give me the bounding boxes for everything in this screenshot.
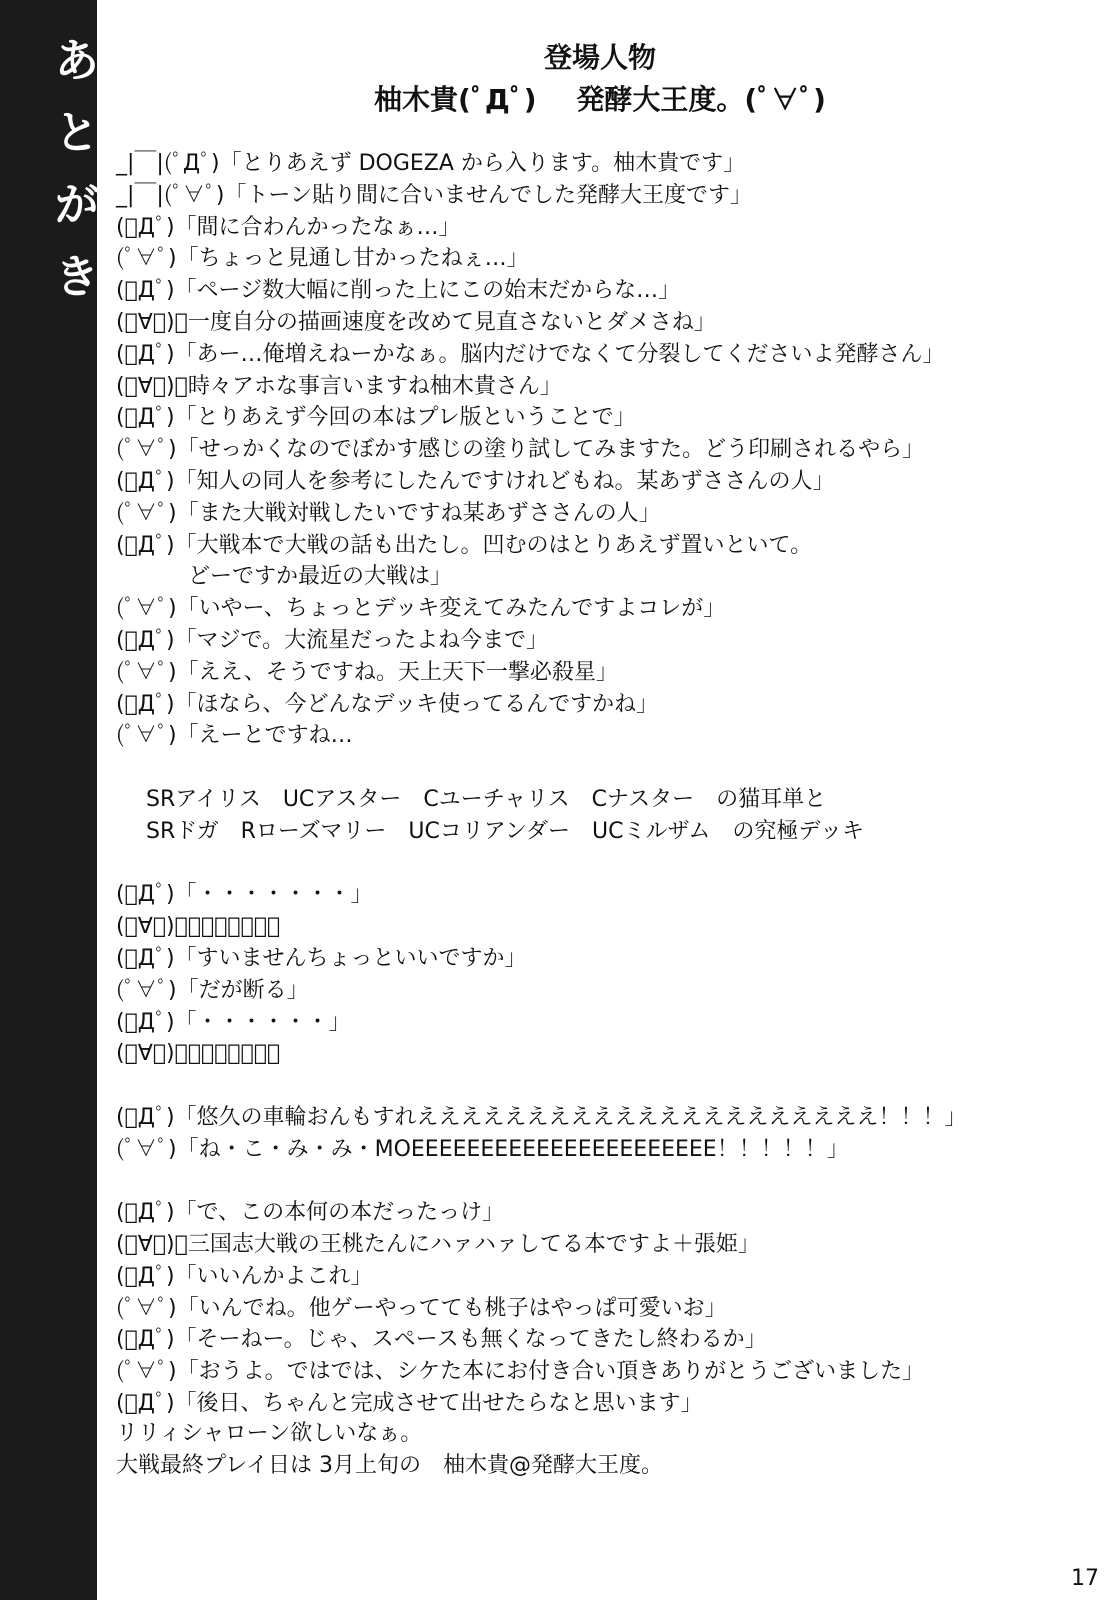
dialogue-body xyxy=(116,148,1076,1420)
cast-list xyxy=(140,80,1060,120)
dialogue-line: (ﾟ∀ﾟ)「いんでね。他ゲーやってても桃子はやっぱ可愛いお」 xyxy=(116,1295,727,1321)
page-number: 17 xyxy=(1071,1566,1099,1591)
dialogue-line: (ﾟ∀ﾟ)「えーとですね… xyxy=(116,723,353,749)
closing-line: 大戦最終プレイ日は 3月上旬の 柚木貴@発酵大王度。 xyxy=(116,1452,664,1478)
closing-notes xyxy=(116,1418,1076,1482)
header xyxy=(140,40,1060,120)
dialogue-line: (ﾟДﾟ)「で、この本何の本だったっけ」 xyxy=(116,1200,505,1226)
dialogue-line: (ﾟ∀ﾟ)「ね・こ・み・み・MOEEEEEEEEEEEEEEEEEEEEEE！！！！！」 xyxy=(116,1136,849,1162)
cast-member: 発酵大王度。(ﾟ∀ﾟ) xyxy=(576,83,826,116)
dialogue-line: (ﾟДﾟ)「悠久の車輪おんもすれえええええええええええええええええええええ！！！」 xyxy=(116,1104,967,1130)
dialogue-block xyxy=(116,879,1076,1070)
dialogue-line: (ﾟДﾟ)「ほなら、今どんなデッキ使ってるんですかね」 xyxy=(116,691,659,717)
dialogue-line: (ﾟ∀ﾟ)「・・・・・・」 xyxy=(116,1041,281,1067)
dialogue-block xyxy=(116,148,1076,752)
dialogue-line: (ﾟДﾟ)「そーねー。じゃ、スペースも無くなってきたし終わるか」 xyxy=(116,1327,767,1353)
sidebar xyxy=(0,0,101,1600)
dialogue-line: (ﾟДﾟ)「ページ数大幅に削った上にこの始末だからな…」 xyxy=(116,278,681,304)
block-spacer xyxy=(116,752,1076,784)
dialogue-line: (ﾟ∀ﾟ)「せっかくなのでぼかす感じの塗り試してみますた。どう印刷されるやら」 xyxy=(116,437,925,463)
dialogue-line: (ﾟ∀ﾟ)「おうよ。ではでは、シケた本にお付き合い頂きありがとうございました」 xyxy=(116,1359,925,1385)
closing-line: リリィシャローン欲しいなぁ。 xyxy=(116,1421,423,1446)
dialogue-line: (ﾟ∀ﾟ)「一度自分の描画速度を改めて見直さないとダメさね」 xyxy=(116,309,716,335)
dialogue-line: (ﾟДﾟ)「マジで。大流星だったよね今まで」 xyxy=(116,627,549,653)
deck-line: SRドガ Rローズマリー UCコリアンダー UCミルザム の究極デッキ xyxy=(146,818,864,844)
block-spacer xyxy=(116,1166,1076,1198)
dialogue-line: (ﾟДﾟ)「・・・・・・・」 xyxy=(116,882,373,908)
dialogue-line: _|￣|(ﾟ∀ﾟ)「トーン貼り間に合いませんでした発酵大王度です」 xyxy=(116,182,752,208)
dialogue-line: (ﾟДﾟ)「後日、ちゃんと完成させて出せたらなと思います」 xyxy=(116,1391,703,1417)
dialogue-block xyxy=(116,784,1076,848)
block-spacer xyxy=(116,848,1076,880)
dialogue-block xyxy=(116,1197,1076,1420)
dialogue-line: (ﾟ∀ﾟ)「三国志大戦の王桃たんにハァハァしてる本ですよ＋張姫」 xyxy=(116,1232,760,1258)
dialogue-line: (ﾟДﾟ)「大戦本で大戦の話も出たし。凹むのはとりあえず置いといて。 xyxy=(116,532,813,558)
dialogue-line: (ﾟ∀ﾟ)「ちょっと見通し甘かったねぇ…」 xyxy=(116,246,529,272)
deck-line: SRアイリス UCアスター Cユーチャリス Cナスター の猫耳単と xyxy=(146,786,827,812)
dialogue-line: _|￣|(ﾟДﾟ)「とりあえず DOGEZA から入ります。柚木貴です」 xyxy=(116,151,746,176)
dialogue-line: (ﾟ∀ﾟ)「また大戦対戦したいですね某あずささんの人」 xyxy=(116,500,661,526)
dialogue-line: (ﾟ∀ﾟ)「だが断る」 xyxy=(116,977,309,1003)
dialogue-line: (ﾟДﾟ)「知人の同人を参考にしたんですけれどもね。某あずささんの人」 xyxy=(116,468,835,494)
dialogue-block xyxy=(116,1102,1076,1166)
dialogue-line: どーですか最近の大戦は」 xyxy=(188,564,453,590)
block-spacer xyxy=(116,1070,1076,1102)
dialogue-line: (ﾟДﾟ)「とりあえず今回の本はプレ版ということで」 xyxy=(116,405,636,431)
sidebar-title: あとがき xyxy=(47,36,101,324)
dialogue-line: (ﾟ∀ﾟ)「時々アホな事言いますね柚木貴さん」 xyxy=(116,373,562,399)
cast-member: 柚木貴(ﾟДﾟ) xyxy=(374,83,537,116)
dialogue-line: (ﾟ∀ﾟ)「いやー、ちょっとデッキ変えてみたんですよコレが」 xyxy=(116,596,726,622)
dialogue-line: (ﾟДﾟ)「いいんかよこれ」 xyxy=(116,1263,373,1289)
page-title: 登場人物 xyxy=(543,41,656,74)
dialogue-line: (ﾟДﾟ)「・・・・・・」 xyxy=(116,1009,351,1035)
dialogue-line: (ﾟ∀ﾟ)「ええ、そうですね。天上天下一撃必殺星」 xyxy=(116,659,618,685)
dialogue-line: (ﾟ∀ﾟ)「・・・・・・」 xyxy=(116,914,281,940)
dialogue-line: (ﾟДﾟ)「間に合わんかったなぁ…」 xyxy=(116,214,461,240)
dialogue-line: (ﾟДﾟ)「すいませんちょっといいですか」 xyxy=(116,945,527,971)
dialogue-line: (ﾟДﾟ)「あー…俺増えねーかなぁ。脳内だけでなくて分裂してくださいよ発酵さん」 xyxy=(116,341,945,367)
